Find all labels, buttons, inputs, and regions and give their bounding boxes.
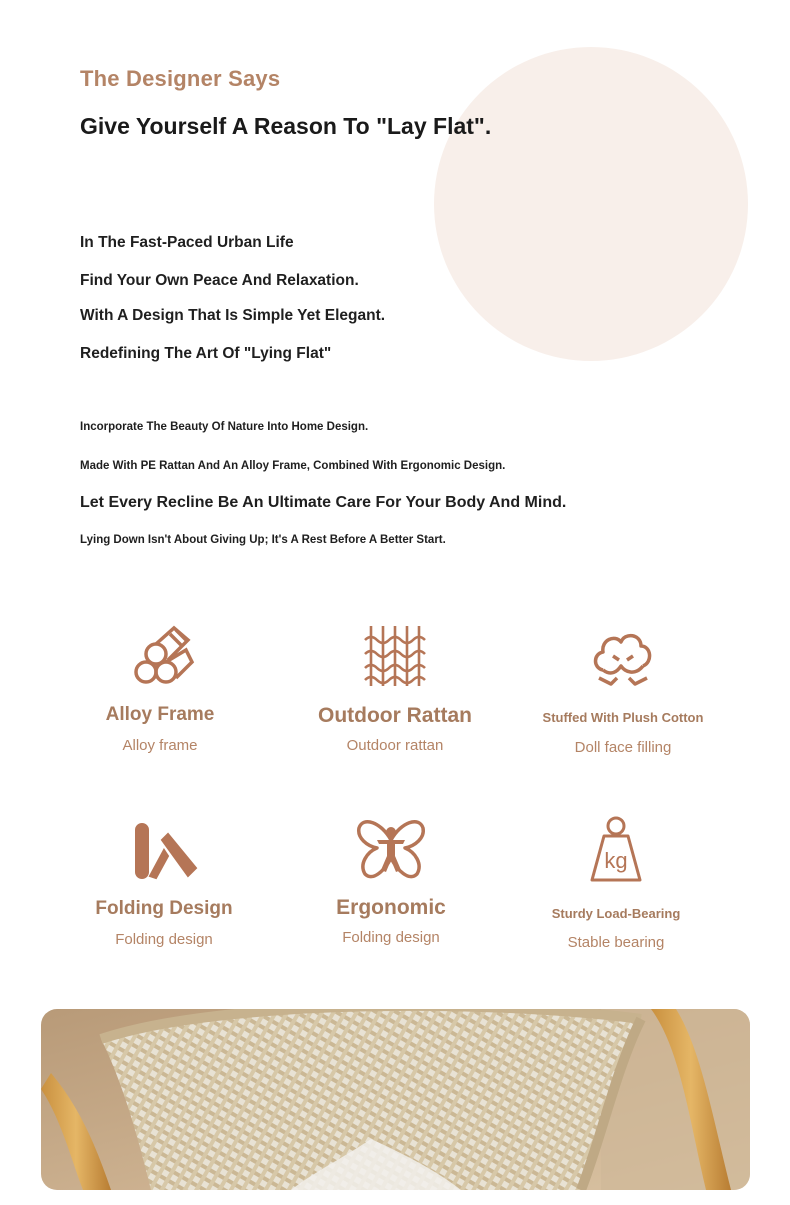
intro-line: Find Your Own Peace And Relaxation. [80,272,359,289]
detail-line: Made With PE Rattan And An Alloy Frame, Combined With Ergonomic Design. [80,460,506,472]
kg-weight-icon [580,814,652,886]
feature-outdoor-rattan [280,620,510,754]
feature-subtitle: Folding design [115,931,213,948]
intro-line: Redefining The Art Of "Lying Flat" [80,345,332,362]
feature-title: Alloy Frame [105,704,215,725]
feature-title: Stuffed With Plush Cotton [542,710,704,725]
feature-subtitle: Alloy frame [122,737,198,754]
decorative-circle [434,47,748,361]
feature-subtitle: Doll face filling [574,739,672,756]
rattan-chair-image [41,1009,750,1190]
feature-alloy-frame [45,620,275,754]
kg-label: kg [604,848,628,873]
folding-icon [128,814,200,886]
feature-title: Outdoor Rattan [318,704,472,727]
feature-load-bearing [501,814,731,951]
feature-plush-cotton [508,620,738,756]
ergonomic-body-icon [355,812,427,884]
rattan-weave-icon [359,620,431,692]
detail-line: Incorporate The Beauty Of Nature Into Home Design. [80,421,369,433]
detail-line: Lying Down Isn't About Giving Up; It's A Rest Before A Better Start. [80,534,446,546]
feature-title: Folding Design [95,898,233,919]
cotton-flower-icon [587,620,659,692]
feature-folding-design [49,814,279,948]
feature-subtitle: Stable bearing [567,934,665,951]
detail-line: Let Every Recline Be An Ultimate Care For Your Body And Mind. [80,494,567,511]
section-kicker: The Designer Says [80,66,281,91]
intro-line: In The Fast-Paced Urban Life [80,234,294,251]
feature-title: Sturdy Load-Bearing [551,906,681,921]
alloy-tubes-icon [124,620,196,692]
intro-line: With A Design That Is Simple Yet Elegant. [80,307,386,324]
feature-subtitle: Folding design [342,929,440,946]
page-title: Give Yourself A Reason To "Lay Flat". [80,113,492,139]
product-photo [41,1009,750,1190]
feature-ergonomic [276,812,506,946]
feature-subtitle: Outdoor rattan [346,737,444,754]
feature-title: Ergonomic [336,896,446,919]
